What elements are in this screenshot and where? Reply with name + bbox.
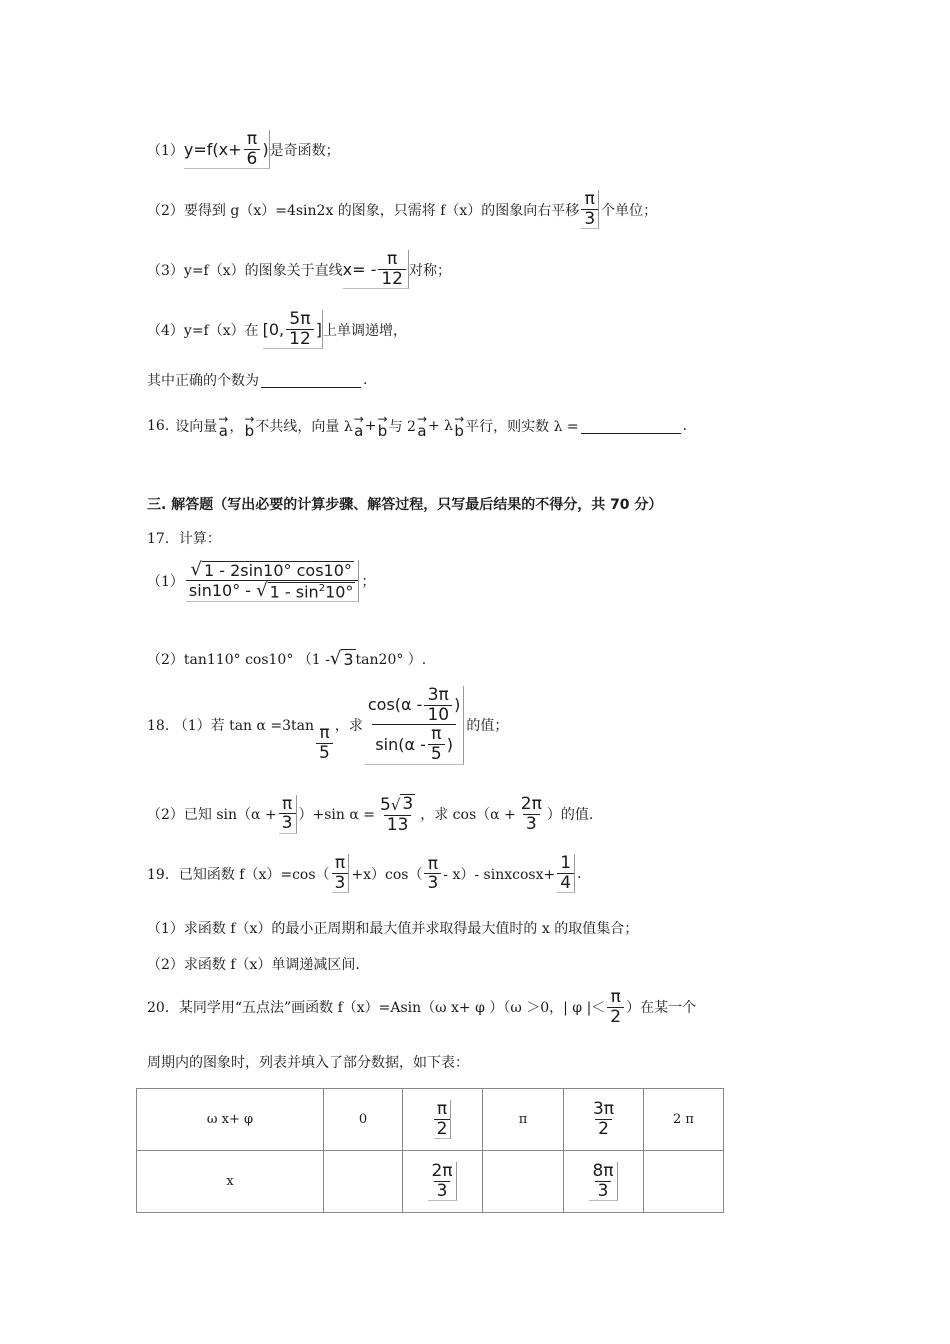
radicand: 3 (402, 794, 414, 814)
statement-1-label: （1） (147, 142, 184, 159)
formula-3-left: x= - (342, 259, 377, 279)
numerator: π (610, 987, 621, 1007)
arrow-icon: → (416, 411, 427, 426)
formula-3 (343, 250, 409, 289)
part-text: ，求 cos（α + (420, 807, 516, 824)
fraction (365, 686, 464, 765)
denominator: 3 (332, 873, 349, 893)
fraction (279, 795, 297, 834)
statement-4 (147, 310, 407, 349)
arrow-icon: → (377, 411, 388, 426)
denominator (186, 580, 359, 601)
denominator: 3 (581, 209, 598, 229)
coefficient: 5 (380, 795, 391, 816)
numerator: 5π (289, 309, 311, 329)
table-cell (644, 1151, 724, 1213)
vector-a (218, 411, 229, 440)
question-text: - x）- sinxcosx+ (443, 866, 556, 883)
table-cell (403, 1151, 483, 1213)
fraction (244, 130, 261, 168)
exponent: 2 (318, 582, 326, 594)
denominator-left: sin10° - (188, 580, 252, 600)
answer-prompt: 其中正确的个数为 (147, 373, 259, 389)
vector-letter: b (454, 421, 464, 440)
question-text: 周期内的图象时，列表并填入了部分数据，如下表： (147, 1055, 469, 1071)
table-cell (483, 1151, 564, 1213)
part-text-end: tan20° ）. (355, 651, 427, 668)
arrow-icon: → (218, 411, 229, 426)
part-text: （2）已知 sin（α + (147, 807, 277, 824)
denominator: 2 (434, 1119, 451, 1139)
denominator: 3 (434, 1181, 451, 1201)
fraction (428, 725, 445, 763)
question-text: 与 2 (388, 419, 416, 435)
question-text: +x）cos（ (351, 866, 423, 883)
fraction (332, 854, 350, 893)
answer-end: . (682, 418, 688, 434)
denominator: 5 (428, 744, 445, 764)
question-19-part-2 (147, 954, 360, 974)
fraction (589, 1162, 617, 1201)
vector-b (244, 411, 255, 440)
denominator: 6 (244, 149, 261, 169)
numerator: 3π (592, 1099, 615, 1120)
numerator: π (334, 853, 346, 873)
paren-close: ) (446, 734, 453, 754)
part-text: （1）求函数 f（x）的最小正周期和最大值并求取得最大值时的 x 的取值集合； (147, 921, 639, 937)
question-19-part-1 (147, 918, 638, 938)
question-text: 设向量 (175, 419, 218, 435)
part-text: 18. （1）若 tan α =3tan (147, 718, 315, 735)
radicand: 3 (343, 650, 354, 669)
table-row (137, 1089, 724, 1151)
sqrt: √ 1 - 2sin10° cos10° (190, 559, 352, 581)
denominator: 2 (595, 1119, 612, 1139)
numerator: 2π (431, 1160, 453, 1181)
table-cell (403, 1089, 483, 1151)
formula-1-left: y=f(x+ (183, 139, 242, 159)
denominator: 12 (286, 329, 314, 349)
vector-a (353, 411, 364, 440)
numerator: 2π (520, 794, 542, 815)
row-header: x (137, 1151, 324, 1213)
part-text: ）+sin α = (298, 807, 375, 824)
part-text: （2）求函数 f（x）单调递减区间. (147, 957, 360, 973)
question-text: 不共线，向量 λ (255, 419, 353, 435)
statement-1 (147, 130, 340, 169)
numerator: π (584, 189, 595, 209)
formula-1 (184, 130, 270, 169)
denominator: 5 (316, 743, 333, 763)
fraction (434, 1100, 452, 1139)
question-20 (147, 988, 696, 1026)
fraction (428, 1162, 456, 1201)
answer-blank[interactable] (581, 419, 681, 434)
denominator: 10 (424, 705, 452, 725)
question-17-part-1 (147, 560, 375, 602)
radicand-text: 1 - sin (269, 582, 319, 601)
vector-letter: a (218, 421, 228, 440)
paren-close: ) (454, 695, 461, 715)
table-cell: 0 (324, 1089, 403, 1151)
statement-4-suffix: 上单调递增， (323, 322, 408, 339)
table-cell (564, 1151, 644, 1213)
fraction (378, 250, 406, 288)
part-text: ，求 (334, 718, 363, 735)
denominator: 4 (557, 873, 574, 893)
table-cell (324, 1151, 403, 1213)
fraction (557, 854, 575, 893)
statement-4-text: （4）y=f（x）在 (147, 322, 259, 339)
row-header: ω x+ φ (137, 1089, 324, 1151)
denominator: 3 (523, 814, 540, 834)
denominator: 3 (424, 873, 441, 893)
question-17-part-2 (147, 648, 426, 669)
vector-letter: a (354, 421, 364, 440)
part-suffix: 的值； (466, 718, 509, 735)
vector-b (454, 411, 465, 440)
denominator: 13 (384, 815, 412, 835)
question-16 (147, 404, 687, 448)
radicand: 1 - 2sin10° cos10° (203, 561, 352, 581)
plus-lambda: + λ (428, 418, 454, 434)
question-17-title (147, 528, 221, 548)
sqrt: √ $1 - \sin^210^\circ$ (256, 579, 354, 601)
statement-1-suffix: 是奇函数； (269, 142, 340, 159)
sin-text: sin(α - (375, 734, 426, 754)
numerator: 8π (592, 1160, 614, 1181)
table-row (137, 1151, 724, 1213)
numerator: π (246, 129, 258, 149)
fraction (424, 855, 441, 893)
question-text: 平行，则实数 λ = (465, 419, 579, 435)
statement-3 (147, 250, 451, 289)
fraction (590, 1100, 617, 1138)
numerator: 1 (560, 853, 572, 873)
statement-2-text: （2）要得到 g（x）=4sin2x 的图象，只需将 f（x）的图象向右平移 (147, 202, 580, 219)
numerator (365, 686, 463, 724)
question-18-part-1 (147, 686, 508, 765)
question-number: 16. (147, 418, 170, 434)
denominator: 3 (595, 1181, 612, 1201)
table-cell: 2 π (644, 1089, 724, 1151)
vector-a (416, 411, 427, 440)
part-suffix: ）的值. (546, 807, 594, 824)
question-18-part-2 (147, 794, 593, 835)
fraction (607, 988, 624, 1026)
numerator: π (319, 723, 330, 744)
fraction (186, 560, 360, 602)
sqrt: √ 3 (329, 648, 354, 669)
denominator: 3 (279, 813, 296, 833)
five-point-table (136, 1088, 724, 1213)
fraction (316, 724, 333, 762)
vector-letter: b (377, 421, 388, 440)
section-heading (147, 494, 662, 514)
question-text: ）在某一个 (626, 1000, 697, 1017)
formula-4-left: [0, (262, 319, 285, 339)
question-text: 17．计算： (147, 531, 221, 547)
arrow-icon: → (353, 411, 364, 426)
formula-1-right: ) (262, 139, 269, 159)
section-heading-text: 三. 解答题（写出必要的计算步骤、解答过程，只写最后结果的不得分，共 70 分） (147, 497, 663, 513)
fraction (377, 794, 418, 835)
sqrt: √ 3 (390, 794, 414, 815)
question-text: 20．某同学用“五点法”画函数 f（x）=Asin（ω x+ φ ）（ω ＞0，| φ |＜ (147, 1000, 606, 1017)
question-text: 19．已知函数 f（x）=cos（ (147, 866, 330, 883)
numerator: π (431, 724, 442, 745)
fraction (581, 190, 599, 229)
question-20-line-2 (147, 1052, 469, 1072)
vector-letter: b (244, 421, 255, 440)
cos-text: cos(α - (367, 695, 423, 715)
vector-b (377, 411, 388, 440)
statement-3-text: （3）y=f（x）的图象关于直线 (147, 262, 343, 279)
denominator: 12 (378, 269, 406, 289)
numerator (187, 560, 356, 580)
numerator: π (387, 249, 398, 269)
plus-sign: + (364, 418, 377, 434)
table-cell: π (483, 1089, 564, 1151)
comma: ， (229, 419, 244, 435)
question-19 (147, 854, 581, 893)
fraction (518, 795, 545, 833)
answer-end: . (363, 372, 368, 388)
part-text: （2）tan110° cos10° （1 - (147, 651, 330, 668)
arrow-icon: → (454, 411, 465, 426)
part-label: （1） (147, 573, 184, 590)
formula-4 (263, 310, 323, 349)
denominator: 2 (607, 1007, 624, 1027)
numerator: π (436, 1098, 448, 1119)
numerator: 3π (427, 685, 449, 705)
statement-3-suffix: 对称； (409, 262, 451, 279)
table-cell (564, 1089, 644, 1151)
vector-letter: a (417, 421, 427, 440)
statement-2 (147, 190, 657, 229)
radicand (268, 582, 356, 601)
arrow-icon: → (244, 411, 255, 426)
radicand-end: 10° (325, 582, 354, 601)
denominator (372, 724, 456, 763)
fraction (286, 310, 314, 348)
question-end: . (577, 865, 582, 882)
formula-4-right: ] (315, 319, 323, 339)
statement-2-suffix: 个单位； (601, 202, 658, 219)
fraction (424, 686, 452, 724)
answer-blank[interactable] (261, 373, 361, 388)
numerator: π (281, 793, 293, 814)
numerator (377, 794, 418, 815)
answer-line (147, 370, 367, 390)
part-suffix: ； (361, 573, 376, 590)
numerator: π (427, 853, 438, 874)
